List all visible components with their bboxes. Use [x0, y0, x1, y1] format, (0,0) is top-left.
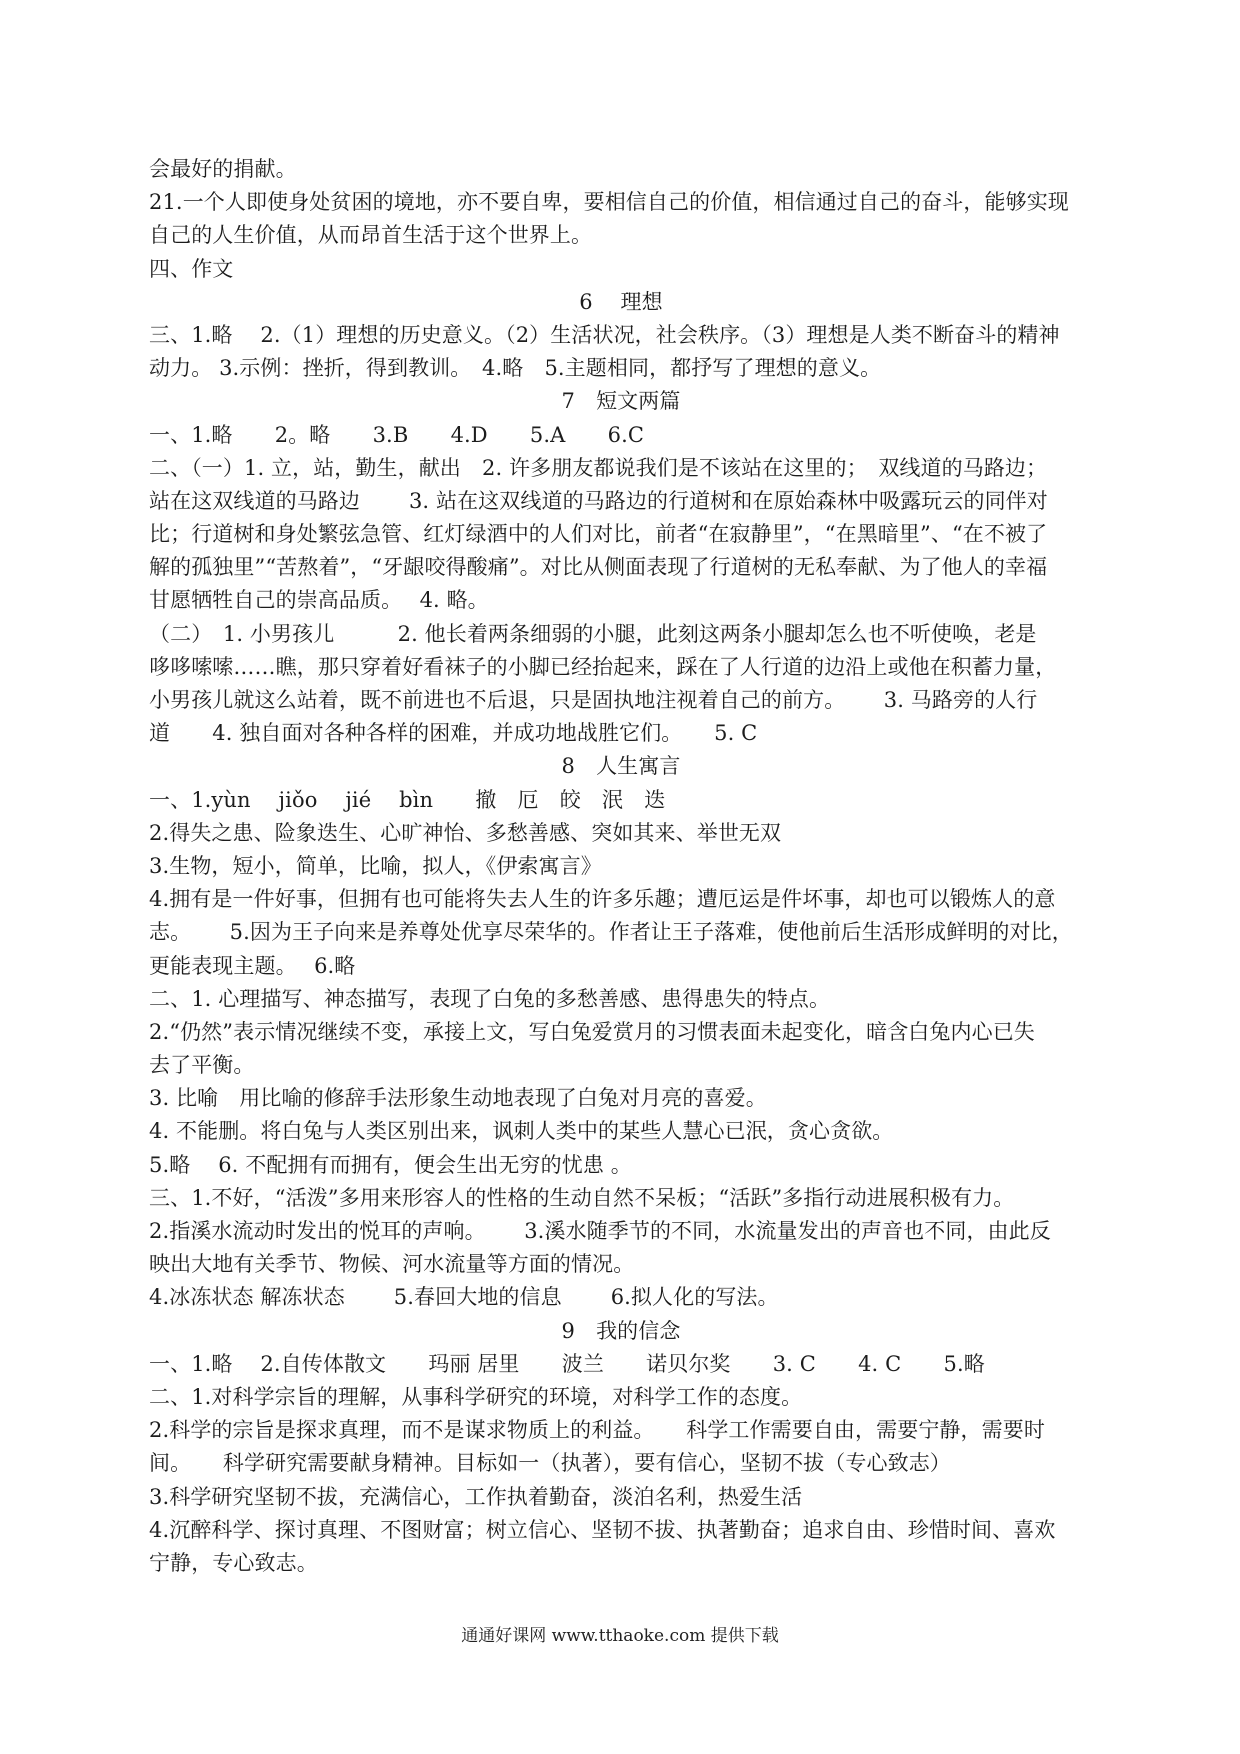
text-line: 4. 不能删。将白兔与人类区别出来，讽刺人类中的某些人慧心已泯，贪心贪欲。	[149, 1119, 894, 1144]
text-line: 二、1. 心理描写、神态描写，表现了白兔的多愁善感、患得患失的特点。	[149, 986, 831, 1011]
text-line: 2.得失之患、险象迭生、心旷神怡、多愁善感、突如其来、举世无双	[149, 820, 782, 845]
text-line: 4.沉醉科学、探讨真理、不图财富；树立信心、坚韧不拔、执著勤奋；追求自由、珍惜时间、喜欢	[149, 1517, 1056, 1542]
text-line: 二、1.对科学宗旨的理解，从事科学研究的环境，对科学工作的态度。	[149, 1384, 803, 1409]
text-line: 哆哆嗦嗦……瞧，那只穿着好看袜子的小脚已经抬起来，踩在了人行道的边沿上或他在积蓄力量，	[149, 654, 1057, 679]
text-line: 更能表现主题。 6.略	[149, 953, 356, 978]
text-line: 动力。 3.示例：挫折，得到教训。 4.略 5.主题相同，都抒写了理想的意义。	[149, 356, 882, 381]
text-line: 自己的人生价值，从而昂首生活于这个世界上。	[149, 223, 593, 248]
text-line: 解的孤独里”“苦熬着”，“牙龈咬得酸痛”。对比从侧面表现了行道树的无私奉献、为了他人的幸福	[149, 555, 1048, 580]
page-footer: 通通好课网 www.tthaoke.com 提供下载	[461, 1626, 779, 1646]
text-line: 3.科学研究坚韧不拔，充满信心，工作执着勤奋，淡泊名利，热爱生活	[149, 1484, 803, 1509]
text-line: 5.略 6. 不配拥有而拥有，便会生出无穷的忧患 。	[149, 1152, 632, 1177]
text-line: 4.拥有是一件好事，但拥有也可能将失去人生的许多乐趣；遭厄运是件坏事，却也可以锻炼人的意	[149, 887, 1056, 912]
text-line: 道 4. 独自面对各种各样的困难，并成功地战胜它们。 5. C	[149, 721, 758, 746]
text-line: 4.冰冻状态 解冻状态 5.春回大地的信息 6.拟人化的写法。	[149, 1285, 779, 1310]
text-line: 去了平衡。	[149, 1053, 255, 1078]
text-line: 映出大地有关季节、物候、河水流量等方面的情况。	[149, 1252, 635, 1277]
text-line: 宁静，专心致志。	[149, 1550, 318, 1575]
document-body	[149, 153, 1093, 1580]
text-line: 三、1.不好，“活泼”多用来形容人的性格的生动自然不呆板；“活跃”多指行动进展积极有力。	[149, 1185, 1015, 1210]
text-line: 比；行道树和身处繁弦急管、红灯绿酒中的人们对比，前者“在寂静里”，“在黑暗里”、“在不被了	[149, 522, 1048, 547]
text-line: 志。 5.因为王子向来是养尊处优享尽荣华的。作者让王子落难，使他前后生活形成鲜明的对比，	[149, 920, 1073, 945]
section-heading: 6 理想	[579, 289, 663, 314]
text-line: 甘愿牺牲自己的崇高品质。 4. 略。	[149, 588, 489, 613]
text-line: 3. 比喻 用比喻的修辞手法形象生动地表现了白兔对月亮的喜爱。	[149, 1086, 767, 1111]
text-line: 小男孩儿就这么站着，既不前进也不后退，只是固执地注视着自己的前方。 3. 马路旁的人行	[149, 688, 1038, 712]
text-line: 一、1.yùn jiǒo jié bìn 撤 厄 皎 泯 迭	[149, 787, 666, 812]
text-line: 二、（一）1. 立，站，勤生，献出 2. 许多朋友都说我们是不该站在这里的； 双线道的马路边；	[149, 455, 1048, 480]
text-line: 一、1.略 2。略 3.B 4.D 5.A 6.C	[149, 422, 645, 447]
text-line: 2.“仍然”表示情况继续不变，承接上文，写白兔爱赏月的习惯表面未起变化，暗含白兔内心已失	[149, 1019, 1035, 1044]
text-line: 3.生物，短小，简单，比喻，拟人，《伊索寓言》	[149, 853, 602, 878]
text-line: 四、作文	[149, 256, 234, 281]
section-heading: 8 人生寓言	[561, 754, 681, 779]
text-line: （二） 1. 小男孩儿 2. 他长着两条细弱的小腿，此刻这两条小腿却怎么也不听使唤，老是	[149, 621, 1037, 646]
text-line: 一、1.略 2.自传体散文 玛丽 居里 波兰 诺贝尔奖 3. C 4. C 5.略	[149, 1351, 985, 1376]
text-line: 间。 科学研究需要献身精神。目标如一（执著），要有信心，坚韧不拔（专心致志）	[149, 1451, 951, 1476]
text-line: 21.一个人即使身处贫困的境地，亦不要自卑，要相信自己的价值，相信通过自己的奋斗，能够实现	[149, 190, 1069, 215]
section-heading: 7 短文两篇	[561, 389, 681, 414]
text-line: 三、1.略 2.（1）理想的历史意义。（2）生活状况，社会秩序。（3）理想是人类不断奋斗的精神	[149, 322, 1060, 347]
text-line: 会最好的捐献。	[149, 157, 297, 181]
text-line: 2.科学的宗旨是探求真理，而不是谋求物质上的利益。 科学工作需要自由，需要宁静，需要时	[149, 1418, 1045, 1443]
text-line: 站在这双线道的马路边 3. 站在这双线道的马路边的行道树和在原始森林中吸露玩云的同伴对	[149, 488, 1048, 513]
text-line: 2.指溪水流动时发出的悦耳的声响。 3.溪水随季节的不同，水流量发出的声音也不同，由此反	[149, 1219, 1051, 1243]
section-heading: 9 我的信念	[561, 1318, 681, 1343]
